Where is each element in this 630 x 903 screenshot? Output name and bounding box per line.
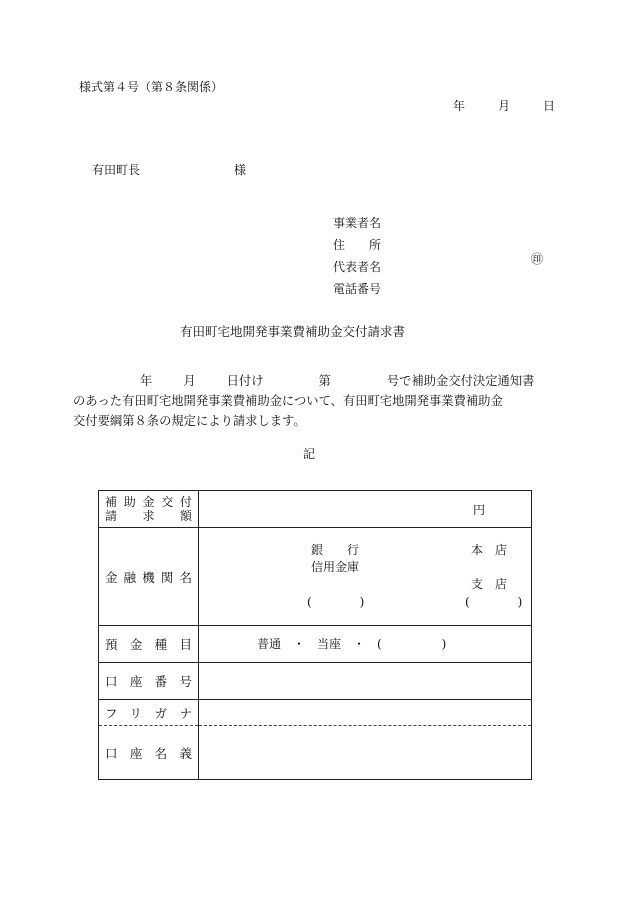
date-line	[453, 100, 555, 112]
payment-form-table	[98, 490, 532, 780]
date-day: 日	[543, 99, 556, 113]
bank-row	[99, 528, 532, 626]
request-body	[73, 371, 549, 431]
phone-label: 電話番号	[333, 282, 382, 296]
bank-label: 金融機関名	[99, 528, 199, 626]
account-name-field[interactable]	[199, 726, 532, 780]
representative-label: 代表者名	[333, 260, 382, 274]
shinkin-type: 信用金庫	[311, 560, 360, 574]
date-month: 月	[498, 99, 511, 113]
seal-mark: ㊞	[531, 252, 544, 266]
account-number-label: 口座番号	[99, 663, 199, 700]
account-number-field[interactable]	[199, 663, 532, 700]
furigana-row	[99, 700, 532, 726]
deposit-type-row	[99, 626, 532, 663]
furigana-field[interactable]	[199, 700, 532, 726]
body-line-2: のあった有田町宅地開発事業費補助金について、有田町宅地開発事業費補助金	[73, 394, 503, 408]
bank-type: 銀 行	[311, 543, 360, 557]
head-office: 本 店	[471, 543, 508, 557]
account-number-row	[99, 663, 532, 700]
amount-label: 補助金交付 請 求 額	[99, 491, 199, 528]
date-year: 年	[453, 99, 466, 113]
body-line-1: 年 月 日付け 第 号で補助金交付決定通知書	[140, 374, 535, 388]
addressee-honorific: 様	[234, 163, 247, 177]
amount-row	[99, 491, 532, 528]
account-name-row	[99, 726, 532, 780]
deposit-type-field[interactable]	[199, 626, 532, 663]
bank-name-paren: ( )	[307, 595, 365, 609]
document-title: 有田町宅地開発事業費補助金交付請求書	[180, 324, 406, 339]
yen-unit: 円	[473, 503, 486, 517]
addressee	[92, 164, 246, 176]
applicant-block	[333, 212, 381, 300]
form-number: 様式第４号（第８条関係）	[79, 80, 224, 94]
furigana-label: フリガナ	[99, 700, 199, 726]
bank-field[interactable]	[199, 528, 532, 626]
branch-office: 支 店	[471, 577, 508, 591]
address-label: 住 所	[333, 238, 382, 252]
deposit-type-label: 預金種目	[99, 626, 199, 663]
body-line-3: 交付要綱第８条の規定により請求します。	[73, 414, 306, 428]
addressee-name: 有田町長	[92, 163, 141, 177]
branch-name-paren: ( )	[465, 595, 523, 609]
amount-field[interactable]	[199, 491, 532, 528]
ki-heading: 記	[303, 447, 316, 461]
deposit-type-options: 普通 ・ 当座 ・ ( )	[257, 637, 447, 651]
account-name-label: 口座名義	[99, 726, 199, 780]
company-name-label: 事業者名	[333, 216, 382, 230]
